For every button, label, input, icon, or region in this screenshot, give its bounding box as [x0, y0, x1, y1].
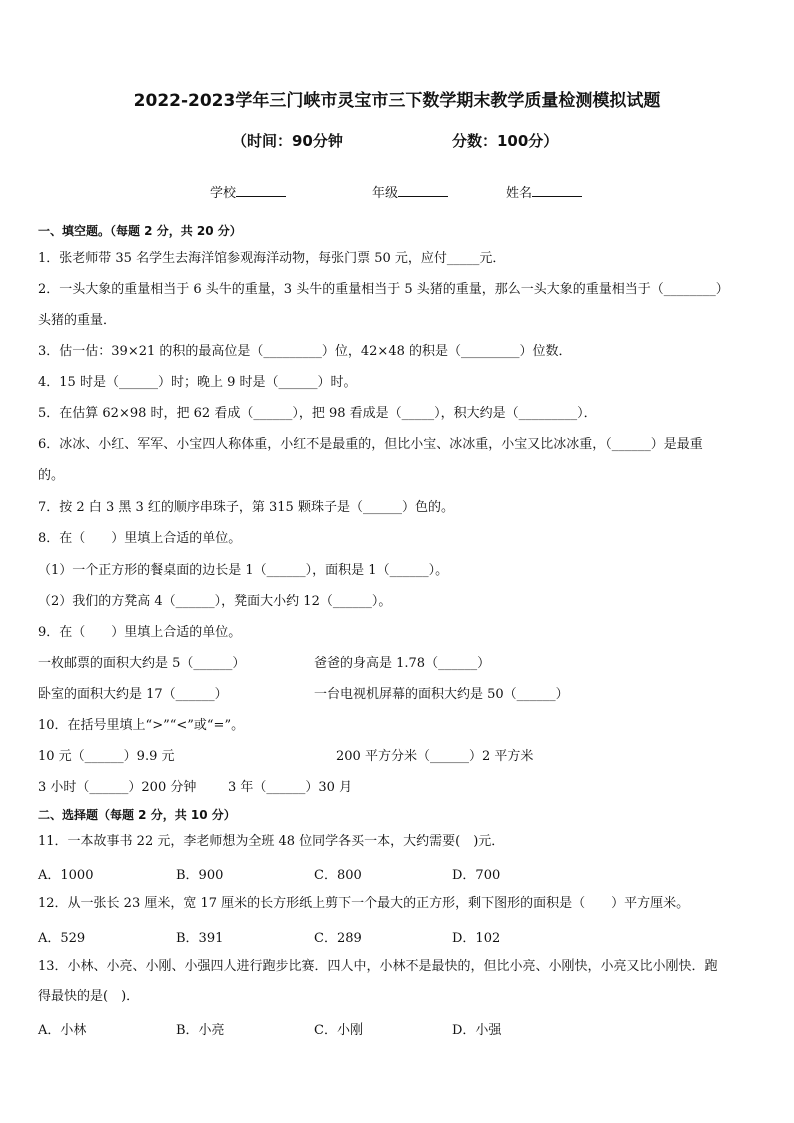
exam-title: 2022-2023学年三门峡市灵宝市三下数学期末教学质量检测模拟试题 [133, 91, 661, 111]
question-2-line-1: 2．一头大象的重量相当于 6 头牛的重量，3 头牛的重量相当于 5 头猪的重量，那么一头大象的重量相当于（________） [38, 282, 729, 297]
question-7: 7．按 2 白 3 黑 3 红的顺序串珠子，第 315 颗珠子是（______）色的。 [38, 500, 454, 515]
q12-option-b[interactable]: B．391 [176, 931, 224, 946]
question-8: 8．在（ ）里填上合适的单位。 [38, 531, 242, 546]
q12-option-d[interactable]: D．102 [452, 931, 501, 946]
q12-option-a[interactable]: A．529 [38, 931, 86, 946]
question-5: 5．在估算 62×98 时，把 62 看成（______），把 98 看成是（_____），积大约是（_________）． [38, 406, 597, 421]
question-8-part-1: （1）一个正方形的餐桌面的边长是 1（______），面积是 1（______）。 [38, 563, 449, 578]
grade-field [372, 182, 448, 201]
question-3: 3．估一估：39×21 的积的最高位是（_________）位，42×48 的积是（_________）位数． [38, 344, 572, 359]
q11-option-c[interactable]: C．800 [314, 868, 362, 883]
name-blank[interactable] [532, 184, 582, 197]
question-10-item-1: 10 元（______）9.9 元 [38, 749, 175, 764]
question-9-item-4: 一台电视机屏幕的面积大约是 50（______） [314, 687, 569, 702]
exam-time: （时间：90分钟 [232, 132, 343, 150]
q12-option-c[interactable]: C．289 [314, 931, 362, 946]
question-9-item-1: 一枚邮票的面积大约是 5（______） [38, 656, 246, 671]
question-1: 1．张老师带 35 名学生去海洋馆参观海洋动物，每张门票 50 元，应付_____元． [38, 251, 506, 266]
q13-option-a[interactable]: A．小林 [38, 1023, 87, 1038]
question-11: 11．一本故事书 22 元，李老师想为全班 48 位同学各买一本，大约需要( )元． [38, 834, 505, 849]
question-4: 4．15 时是（______）时；晚上 9 时是（______）时。 [38, 375, 357, 390]
grade-label: 年级 [372, 186, 399, 201]
question-2-line-2: 头猪的重量． [38, 313, 117, 328]
question-8-part-2: （2）我们的方凳高 4（______），凳面大小约 12（______）。 [38, 594, 392, 609]
q11-option-d[interactable]: D．700 [452, 868, 501, 883]
question-10-item-3: 3 小时（______）200 分钟 [38, 780, 197, 795]
grade-blank[interactable] [398, 184, 448, 197]
q11-option-a[interactable]: A．1000 [38, 868, 94, 883]
q13-option-c[interactable]: C．小刚 [314, 1023, 363, 1038]
school-field [210, 182, 286, 201]
question-10-item-2: 200 平方分米（______）2 平方米 [336, 749, 534, 764]
school-blank[interactable] [236, 184, 286, 197]
name-field [506, 182, 582, 201]
question-13-line-2: 得最快的是( )． [38, 989, 140, 1004]
exam-score: 分数：100分） [452, 132, 559, 150]
question-13-line-1: 13．小林、小亮、小刚、小强四人进行跑步比赛．四人中，小林不是最快的，但比小亮、小刚快，小亮又比小刚快．跑 [38, 959, 718, 974]
question-6-line-1: 6．冰冰、小红、军军、小宝四人称体重，小红不是最重的，但比小宝、冰冰重，小宝又比冰冰重，（______）是最重 [38, 437, 703, 452]
q13-option-b[interactable]: B．小亮 [176, 1023, 225, 1038]
question-6-line-2: 的。 [38, 468, 65, 483]
q13-option-d[interactable]: D．小强 [452, 1023, 502, 1038]
question-9-item-2: 爸爸的身高是 1.78（______） [314, 656, 491, 671]
school-label: 学校 [210, 186, 237, 201]
q11-option-b[interactable]: B．900 [176, 868, 224, 883]
section-choice-heading: 二、选择题（每题 2 分，共 10 分） [38, 808, 236, 822]
question-12: 12．从一张长 23 厘米，宽 17 厘米的长方形纸上剪下一个最大的正方形，剩下图形的面积是（ ）平方厘米。 [38, 896, 690, 911]
question-9-item-3: 卧室的面积大约是 17（______） [38, 687, 228, 702]
name-label: 姓名 [506, 186, 533, 201]
question-9: 9．在（ ）里填上合适的单位。 [38, 625, 242, 640]
section-fill-heading: 一、填空题。（每题 2 分，共 20 分） [38, 224, 242, 238]
question-10: 10．在括号里填上“>”“<”或“=”。 [38, 718, 245, 733]
question-10-item-4: 3 年（______）30 月 [228, 780, 353, 795]
